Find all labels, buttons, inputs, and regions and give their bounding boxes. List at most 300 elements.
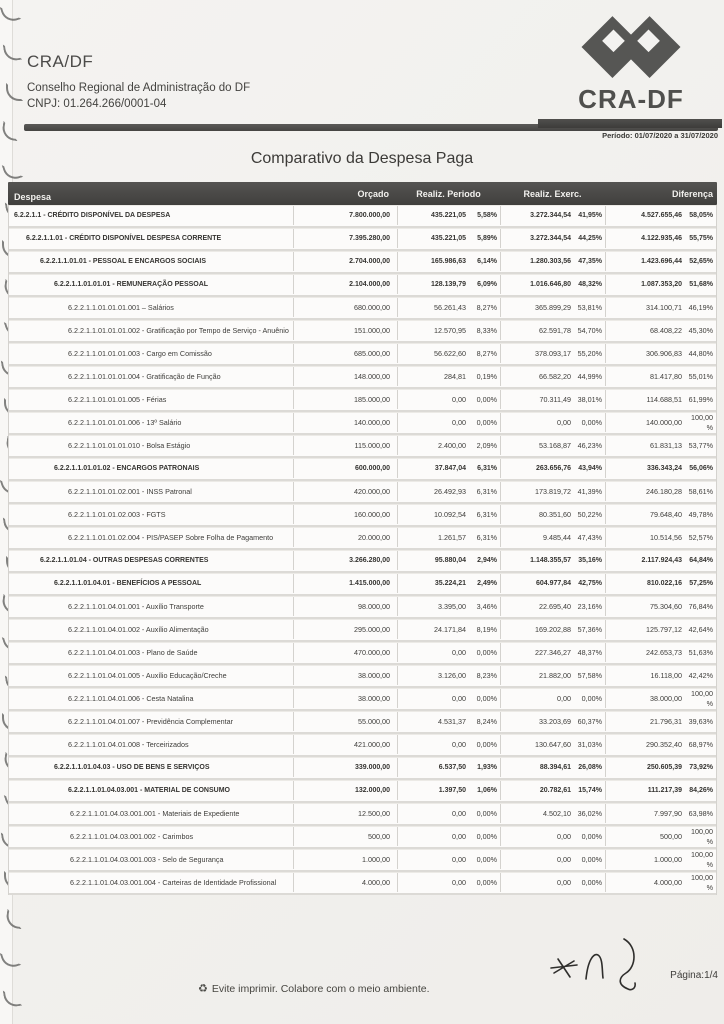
realized-period-cell [398,804,501,823]
difference-value: 1.423.696,44 [641,257,682,265]
realized-period-cell [398,482,501,501]
realized-exercise-percent: 26,08% [578,763,602,771]
realized-period-value: 0,00 [452,877,466,887]
table-row [9,435,716,458]
spiral-binding-mark [6,83,23,101]
realized-period-percent: 8,24% [476,716,497,726]
realized-exercise-value: 20.782,61 [539,786,571,794]
realized-period-percent: 5,58% [477,211,497,219]
realized-exercise-value: 53.168,87 [539,440,571,450]
difference-cell [606,643,716,662]
realized-period-value: 56.261,43 [434,302,466,312]
expense-account-label: 6.2.2.1.1.01.01.02 - ENCARGOS PATRONAIS [9,459,294,478]
realized-exercise-value: 66.582,20 [539,371,571,381]
difference-value: 140.000,00 [646,417,682,427]
realized-exercise-cell [501,666,606,685]
col-header-diferenca: Diferença [671,188,713,199]
table-row [9,343,716,366]
difference-percent: 100,00 % [691,873,713,892]
realized-exercise-value: 1.148.355,57 [530,556,571,564]
realized-exercise-value: 1.016.646,80 [530,280,571,288]
realized-exercise-value: 9.485,44 [543,532,571,542]
difference-cell [606,804,716,823]
realized-exercise-value: 0,00 [557,854,571,864]
realized-period-percent: 1,93% [477,763,497,771]
realized-period-cell [398,321,501,340]
expense-account-label: 6.2.2.1.1.01.04.01.005 - Auxílio Educação/Creche [9,666,294,685]
table-row [9,734,716,757]
budgeted-value: 38.000,00 [294,666,398,685]
realized-exercise-value: 0,00 [557,417,571,427]
realized-exercise-percent: 41,39% [577,486,602,496]
difference-percent: 42,42% [688,670,713,680]
realized-exercise-cell [501,459,606,478]
realized-exercise-value: 22.695,40 [539,601,571,611]
budgeted-value: 7.800.000,00 [294,206,398,225]
difference-percent: 42,64% [688,624,713,634]
realized-period-percent: 6,31% [476,486,497,496]
realized-period-percent: 3,46% [476,601,497,611]
realized-exercise-value: 0,00 [557,877,571,887]
budgeted-value: 339.000,00 [294,758,398,777]
difference-value: 21.796,31 [650,716,682,726]
realized-period-percent: 8,27% [476,302,497,312]
realized-period-percent: 6,09% [477,280,497,288]
expense-account-label: 6.2.2.1.1 - CRÉDITO DISPONÍVEL DA DESPESA [9,206,294,225]
realized-period-cell [398,505,501,524]
difference-percent: 55,75% [689,234,713,242]
realized-exercise-cell [501,620,606,639]
realized-period-percent: 0,00% [476,693,497,703]
budgeted-value: 7.395.280,00 [294,229,398,248]
realized-exercise-cell [501,551,606,570]
header-rule-bar-right [538,119,722,128]
budgeted-value: 151.000,00 [294,321,398,340]
realized-period-value: 1.397,50 [438,786,466,794]
realized-exercise-value: 0,00 [557,831,571,841]
realized-exercise-value: 3.272.344,54 [530,234,571,242]
realized-exercise-percent: 46,23% [577,440,602,450]
realized-exercise-value: 604.977,84 [535,579,571,587]
realized-period-cell [398,689,501,708]
spiral-binding-mark [1,121,21,141]
realized-exercise-percent: 23,16% [577,601,602,611]
realized-period-percent: 6,31% [476,532,497,542]
budgeted-value: 115.000,00 [294,436,398,455]
difference-cell [606,367,716,386]
realized-exercise-percent: 43,94% [578,464,602,472]
difference-cell [606,505,716,524]
realized-period-value: 24.171,84 [434,624,466,634]
difference-percent: 52,65% [689,257,713,265]
table-row [9,849,716,872]
budgeted-value: 148.000,00 [294,367,398,386]
difference-cell [606,712,716,731]
difference-cell [606,781,716,800]
difference-percent: 61,99% [688,394,713,404]
realized-exercise-percent: 0,00% [581,831,602,841]
realized-exercise-cell [501,574,606,593]
difference-percent: 51,68% [689,280,713,288]
difference-cell [606,551,716,570]
realized-exercise-cell [501,436,606,455]
difference-percent: 57,25% [689,579,713,587]
table-row [9,665,716,688]
realized-exercise-percent: 44,99% [577,371,602,381]
realized-period-value: 37.847,04 [434,464,466,472]
difference-value: 75.304,60 [650,601,682,611]
realized-period-cell [398,413,501,432]
difference-cell [606,873,716,892]
realized-period-cell [398,597,501,616]
org-full-name: Conselho Regional de Administração do DF [27,82,251,94]
realized-exercise-cell [501,735,606,754]
realized-period-percent: 0,00% [476,877,497,887]
budgeted-value: 420.000,00 [294,482,398,501]
expense-account-label: 6.2.2.1.1.01.01.01.002 - Gratificação por Tempo de Serviço - Anuênio [9,321,294,340]
budgeted-value: 140.000,00 [294,413,398,432]
realized-exercise-value: 3.272.344,54 [530,211,571,219]
realized-exercise-value: 263.656,76 [535,464,571,472]
difference-cell [606,436,716,455]
budgeted-value: 2.704.000,00 [294,252,398,271]
expense-account-label: 6.2.2.1.1.01 - CRÉDITO DISPONÍVEL DESPESA CORRENTE [9,229,294,248]
difference-value: 314.100,71 [646,302,682,312]
expense-account-label: 6.2.2.1.1.01.04.03.001 - MATERIAL DE CONSUMO [9,781,294,800]
table-row [9,619,716,642]
difference-value: 125.797,12 [646,624,682,634]
realized-period-value: 26.492,93 [434,486,466,496]
difference-value: 1.087.353,20 [641,280,682,288]
budgeted-value: 470.000,00 [294,643,398,662]
expense-account-label: 6.2.2.1.1.01.01.01 - REMUNERAÇÃO PESSOAL [9,275,294,294]
expense-account-label: 6.2.2.1.1.01.04.01.003 - Plano de Saúde [9,643,294,662]
expense-account-label: 6.2.2.1.1.01.01.01.003 - Cargo em Comissão [9,344,294,363]
expense-account-label: 6.2.2.1.1.01.04.01 - BENEFÍCIOS A PESSOAL [9,574,294,593]
difference-cell [606,689,716,708]
realized-exercise-percent: 0,00% [581,693,602,703]
difference-cell [606,620,716,639]
realized-exercise-cell [501,643,606,662]
expense-account-label: 6.2.2.1.1.01.01.02.004 - PIS/PASEP Sobre Folha de Pagamento [9,528,294,547]
org-short-name: CRA/DF [27,52,94,71]
realized-period-percent: 0,00% [476,647,497,657]
difference-value: 16.118,00 [650,670,682,680]
table-row [9,573,716,596]
expense-account-label: 6.2.2.1.1.01.04.01.008 - Terceirizados [9,735,294,754]
realized-exercise-value: 173.819,72 [535,486,571,496]
realized-period-value: 35.224,21 [434,579,466,587]
expense-account-label: 6.2.2.1.1.01.01.02.003 - FGTS [9,505,294,524]
difference-value: 68.408,22 [650,325,682,335]
realized-period-percent: 0,00% [476,739,497,749]
realized-exercise-percent: 50,22% [577,509,602,519]
table-row [9,274,716,297]
realized-exercise-cell [501,206,606,225]
budgeted-value: 98.000,00 [294,597,398,616]
realized-exercise-cell [501,344,606,363]
realized-exercise-cell [501,850,606,869]
realized-exercise-percent: 48,32% [578,280,602,288]
realized-exercise-value: 4.502,10 [543,808,571,818]
col-header-realiz-exerc: Realiz. Exerc. [523,188,582,199]
difference-value: 500,00 [660,831,682,841]
realized-exercise-percent: 15,74% [578,786,602,794]
realized-period-cell [398,574,501,593]
expense-account-label: 6.2.2.1.1.01.01.01.005 - Férias [9,390,294,409]
difference-value: 38.000,00 [650,693,682,703]
table-row [9,550,716,573]
table-row [9,642,716,665]
logo-wordmark: CRA-DF [578,84,684,114]
realized-exercise-cell [501,229,606,248]
realized-period-percent: 8,23% [476,670,497,680]
realized-exercise-value: 21.882,00 [539,670,571,680]
difference-value: 81.417,80 [650,371,682,381]
realized-period-percent: 2,49% [477,579,497,587]
expense-account-label: 6.2.2.1.1.01.04.03.001.002 - Carimbos [9,827,294,846]
realized-period-percent: 6,31% [477,464,497,472]
org-cnpj: CNPJ: 01.264.266/0001-04 [27,98,167,110]
realized-exercise-cell [501,321,606,340]
realized-period-cell [398,275,501,294]
realized-period-percent: 0,19% [476,371,497,381]
difference-cell [606,528,716,547]
realized-period-value: 128.139,79 [430,280,466,288]
realized-period-percent: 0,00% [476,417,497,427]
table-row [9,320,716,343]
realized-period-cell [398,229,501,248]
budgeted-value: 38.000,00 [294,689,398,708]
realized-exercise-cell [501,528,606,547]
realized-period-value: 2.400,00 [438,440,466,450]
realized-exercise-cell [501,804,606,823]
table-row [9,504,716,527]
realized-period-cell [398,758,501,777]
difference-value: 79.648,40 [650,509,682,519]
col-header-despesa: Despesa [14,192,52,202]
spiral-binding-mark [3,988,23,1008]
realized-period-percent: 1,06% [477,786,497,794]
realized-exercise-cell [501,298,606,317]
realized-period-value: 0,00 [452,647,466,657]
realized-period-percent: 6,14% [477,257,497,265]
report-title: Comparativo da Despesa Paga [250,150,474,167]
realized-exercise-cell [501,367,606,386]
difference-percent: 63,98% [688,808,713,818]
budgeted-value: 55.000,00 [294,712,398,731]
realized-exercise-cell [501,689,606,708]
difference-cell [606,344,716,363]
realized-exercise-percent: 44,25% [578,234,602,242]
table-row [9,780,716,803]
difference-percent: 76,84% [688,601,713,611]
realized-exercise-value: 33.203,69 [539,716,571,726]
table-row [9,757,716,780]
difference-value: 4.527.655,46 [641,211,682,219]
recycle-icon: ♻ [198,983,208,995]
realized-exercise-value: 365.899,29 [535,302,571,312]
difference-value: 810.022,16 [646,579,682,587]
difference-percent: 100,00 % [691,689,713,708]
difference-value: 4.122.935,46 [641,234,682,242]
difference-cell [606,275,716,294]
budgeted-value: 160.000,00 [294,505,398,524]
col-header-realiz-periodo: Realiz. Periodo [416,188,481,199]
difference-cell [606,229,716,248]
budgeted-value: 132.000,00 [294,781,398,800]
realized-exercise-cell [501,252,606,271]
realized-period-percent: 2,09% [476,440,497,450]
difference-cell [606,482,716,501]
difference-cell [606,574,716,593]
difference-cell [606,413,716,432]
realized-period-value: 4.531,37 [438,716,466,726]
realized-exercise-cell [501,827,606,846]
realized-exercise-percent: 0,00% [581,854,602,864]
realized-period-value: 0,00 [452,808,466,818]
realized-exercise-value: 130.647,60 [535,739,571,749]
budgeted-value: 20.000,00 [294,528,398,547]
difference-percent: 45,30% [688,325,713,335]
realized-period-value: 1.261,57 [438,532,466,542]
budgeted-value: 295.000,00 [294,620,398,639]
expense-account-label: 6.2.2.1.1.01.01.01.006 - 13º Salário [9,413,294,432]
difference-value: 290.352,40 [646,739,682,749]
table-row [9,458,716,481]
realized-period-value: 6.537,50 [438,763,466,771]
budgeted-value: 685.000,00 [294,344,398,363]
expense-account-label: 6.2.2.1.1.01.04 - OUTRAS DESPESAS CORRENTES [9,551,294,570]
realized-exercise-value: 1.280.303,56 [530,257,571,265]
table-body [8,205,717,895]
realized-exercise-value: 62.591,78 [539,325,571,335]
realized-exercise-percent: 60,37% [577,716,602,726]
realized-period-percent: 5,89% [477,234,497,242]
table-row [9,228,716,251]
realized-exercise-value: 169.202,88 [535,624,571,634]
budgeted-value: 421.000,00 [294,735,398,754]
realized-period-value: 12.570,95 [434,325,466,335]
page-number: Página:1/4 [670,970,718,981]
table-row [9,872,716,895]
expense-account-label: 6.2.2.1.1.01.04.03.001.004 - Carteiras de Identidade Profissional [9,873,294,892]
realized-exercise-percent: 47,35% [578,257,602,265]
difference-percent: 39,63% [688,716,713,726]
realized-period-value: 0,00 [452,693,466,703]
realized-exercise-percent: 54,70% [577,325,602,335]
realized-exercise-cell [501,390,606,409]
realized-exercise-cell [501,597,606,616]
budgeted-value: 1.000,00 [294,850,398,869]
realized-exercise-percent: 38,01% [577,394,602,404]
cra-diamonds-icon [579,14,683,80]
spiral-binding-mark [0,947,21,969]
eco-footer [198,982,430,995]
realized-exercise-value: 80.351,60 [539,509,571,519]
realized-exercise-cell [501,873,606,892]
difference-value: 1.000,00 [654,854,682,864]
difference-value: 250.605,39 [646,763,682,771]
realized-period-value: 56.622,60 [434,348,466,358]
realized-period-value: 0,00 [452,417,466,427]
realized-period-cell [398,873,501,892]
table-row [9,205,716,228]
table-row [9,389,716,412]
realized-exercise-percent: 42,75% [578,579,602,587]
table-row [9,803,716,826]
realized-period-cell [398,528,501,547]
difference-value: 306.906,83 [646,348,682,358]
realized-period-percent: 2,94% [477,556,497,564]
realized-exercise-cell [501,712,606,731]
difference-percent: 53,77% [688,440,713,450]
realized-period-value: 10.092,54 [434,509,466,519]
realized-period-value: 0,00 [452,854,466,864]
budgeted-value: 600.000,00 [294,459,398,478]
expense-account-label: 6.2.2.1.1.01.01.01.001 – Salários [9,298,294,317]
logo-block [540,14,722,115]
table-row [9,251,716,274]
table-row [9,826,716,849]
difference-percent: 58,61% [688,486,713,496]
realized-period-cell [398,827,501,846]
difference-percent: 44,80% [688,348,713,358]
realized-period-value: 435.221,05 [430,234,466,242]
expense-table [8,182,717,895]
expense-account-label: 6.2.2.1.1.01.04.01.001 - Auxílio Transporte [9,597,294,616]
realized-period-value: 3.395,00 [438,601,466,611]
realized-exercise-percent: 31,03% [577,739,602,749]
realized-period-value: 0,00 [452,831,466,841]
difference-cell [606,206,716,225]
realized-exercise-value: 378.093,17 [535,348,571,358]
expense-account-label: 6.2.2.1.1.01.01 - PESSOAL E ENCARGOS SOCIAIS [9,252,294,271]
spiral-binding-mark [5,909,25,929]
budgeted-value: 500,00 [294,827,398,846]
spiral-binding-mark [3,42,23,62]
report-period: Período: 01/07/2020 a 31/07/2020 [602,131,718,140]
difference-cell [606,298,716,317]
realized-period-value: 284,81 [444,371,466,381]
difference-value: 61.831,13 [650,440,682,450]
realized-exercise-cell [501,413,606,432]
difference-cell [606,597,716,616]
realized-period-percent: 6,31% [476,509,497,519]
realized-exercise-percent: 41,95% [578,211,602,219]
realized-period-cell [398,436,501,455]
realized-period-percent: 0,00% [476,854,497,864]
handwritten-signature [548,933,652,995]
table-row [9,412,716,435]
difference-cell [606,735,716,754]
difference-percent: 52,57% [688,532,713,542]
expense-account-label: 6.2.2.1.1.01.01.01.004 - Gratificação de Função [9,367,294,386]
realized-period-cell [398,390,501,409]
realized-period-cell [398,367,501,386]
realized-exercise-cell [501,758,606,777]
expense-account-label: 6.2.2.1.1.01.04.01.007 - Previdência Complementar [9,712,294,731]
expense-account-label: 6.2.2.1.1.01.04.03.001.003 - Selo de Segurança [9,850,294,869]
realized-period-value: 165.986,63 [430,257,466,265]
realized-exercise-value: 88.394,61 [539,763,571,771]
difference-percent: 100,00 % [691,827,713,846]
difference-percent: 46,19% [688,302,713,312]
realized-period-cell [398,344,501,363]
table-row [9,711,716,734]
difference-value: 4.000,00 [654,877,682,887]
budgeted-value: 2.104.000,00 [294,275,398,294]
